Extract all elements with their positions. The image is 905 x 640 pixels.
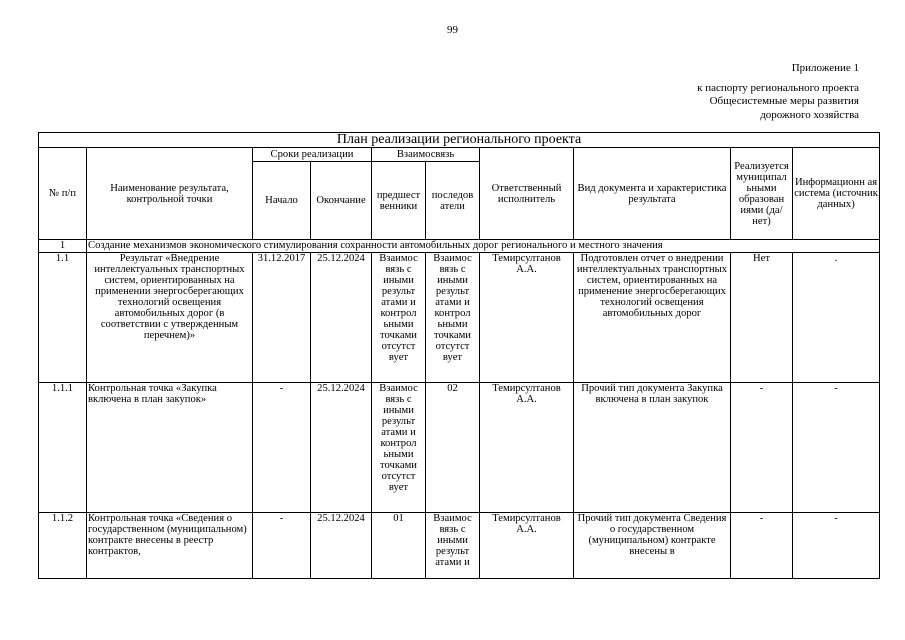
appendix-line: Общесистемные меры развития [709, 95, 859, 107]
header-info-system: Информационн ая система (источник данных) [793, 148, 880, 240]
row-info-system: . [793, 253, 880, 383]
row-successors: Взаимос вязь с иными результ атами и [426, 513, 480, 579]
row-doc: Прочий тип документа Закупка включена в план закупок [574, 383, 731, 513]
row-num: 1.1 [39, 253, 87, 383]
header-responsible: Ответственный исполнитель [480, 148, 574, 240]
row-predecessors: 01 [372, 513, 426, 579]
header-num: № п/п [39, 148, 87, 240]
row-end: 25.12.2024 [311, 253, 372, 383]
row-name: Результат «Внедрение интеллектуальных транспортных систем, ориентированных на применении энергосберегающих технологий освещения автомобильных дорог (в соответствии с утвержденным перечнем)» [87, 253, 253, 383]
row-successors: 02 [426, 383, 480, 513]
appendix-title: Приложение 1 [791, 62, 859, 74]
row-num: 1.1.1 [39, 383, 87, 513]
row-responsible: Темирсултанов А.А. [480, 253, 574, 383]
row-responsible: Темирсултанов А.А. [480, 383, 574, 513]
row-predecessors: Взаимос вязь с иными результ атами и контрол ьными точками отсутст вует [372, 383, 426, 513]
appendix-line: к паспорту регионального проекта [697, 81, 859, 94]
table-row [39, 253, 880, 383]
header-predecessors: предшест венники [372, 162, 426, 240]
row-doc: Подготовлен отчет о внедрении интеллектуальных транспортных систем, ориентированных на применение энергосберегающих технологий освещения автомобильных дорог [574, 253, 731, 383]
row-responsible: Темирсултанов А.А. [480, 513, 574, 579]
table-title: План реализации регионального проекта [39, 133, 880, 148]
implementation-plan-table [38, 132, 880, 579]
header-end: Окончание [311, 162, 372, 240]
row-name: Контрольная точка «Сведения о государственном (муниципальном) контракте внесены в реестр контрактов, [87, 513, 253, 579]
row-info-system: - [793, 513, 880, 579]
row-doc: Прочий тип документа Сведения о государственном (муниципальном) контракте внесены в [574, 513, 731, 579]
row-info-system: - [793, 383, 880, 513]
row-start: - [253, 513, 311, 579]
header-doc-type: Вид документа и характеристика результата [574, 148, 731, 240]
table-row [39, 513, 880, 579]
row-municipal: - [731, 513, 793, 579]
row-start: - [253, 383, 311, 513]
section-num: 1 [39, 240, 87, 253]
table-row [39, 383, 880, 513]
appendix-block [697, 62, 859, 122]
header-start: Начало [253, 162, 311, 240]
row-municipal: - [731, 383, 793, 513]
header-relation: Взаимосвязь [372, 148, 480, 162]
row-name: Контрольная точка «Закупка включена в план закупок» [87, 383, 253, 513]
row-municipal: Нет [731, 253, 793, 383]
row-end: 25.12.2024 [311, 513, 372, 579]
row-predecessors: Взаимос вязь с иными результ атами и контрол ьными точками отсутст вует [372, 253, 426, 383]
header-municipal: Реализуется муниципал ьными образован иями (да/нет) [731, 148, 793, 240]
header-name: Наименование результата, контрольной точки [87, 148, 253, 240]
page-number: 99 [447, 24, 458, 36]
appendix-line: дорожного хозяйства [760, 108, 859, 121]
row-start: 31.12.2017 [253, 253, 311, 383]
header-deadlines: Сроки реализации [253, 148, 372, 162]
row-num: 1.1.2 [39, 513, 87, 579]
row-successors: Взаимос вязь с иными результ атами и контрол ьными точками отсутст вует [426, 253, 480, 383]
row-end: 25.12.2024 [311, 383, 372, 513]
section-title: Создание механизмов экономического стимулирования сохранности автомобильных дорог регионального и местного значения [87, 240, 880, 253]
header-successors: последов атели [426, 162, 480, 240]
